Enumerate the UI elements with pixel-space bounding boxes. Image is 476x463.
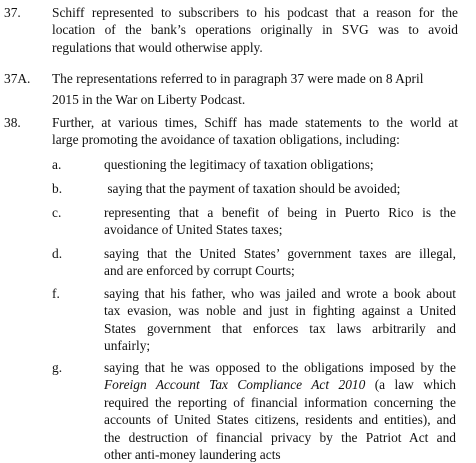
text-line: required the reporting of financial information concerning the [104,394,456,410]
text-line: avoidance of United States taxes; [104,222,283,238]
text-line: the destruction of financial privacy by the Patriot Act and [104,429,456,445]
text-line: The representations referred to in paragraph 37 were made on 8 April [52,71,424,86]
paragraph-text [52,4,458,56]
text-line: saying that the United States’ government taxes are illegal, [104,246,456,261]
paragraph-number: 37. [4,5,21,20]
paragraph-number: 37A. [4,71,31,86]
text-line: questioning the legitimacy of taxation obligations; [104,157,374,172]
paragraph-text [52,114,458,149]
text-line: and are enforced by corrupt Courts; [104,263,295,279]
text-line: tax evasion, was noble and just in fighting against a United [104,303,456,319]
text-line: location of the bank’s operations originally in SVG was to avoid [52,22,458,38]
subitem-text [104,156,456,173]
text-line: representing that a benefit of being in Puerto Rico is the [104,205,456,220]
subitem-letter: b. [52,181,63,196]
text-line: Schiff represented to subscribers to his podcast that a reason for the [52,5,458,20]
subitem-text [104,245,456,280]
subitem-letter: a. [52,157,62,172]
text-line: saying that he was opposed to the obligations imposed by the [104,360,456,375]
subitem-letter: g. [52,360,63,375]
text-line: large promoting the avoidance of taxation obligations, including: [52,132,400,148]
paragraph-number: 38. [4,115,21,130]
subitem-letter: f. [52,286,60,301]
subitem-letter: c. [52,205,62,220]
text-fragment: (a law which [365,377,456,393]
subitem-text [104,204,456,239]
paragraph-text [52,70,458,109]
text-line: other anti-money laundering acts [104,447,281,463]
text-line: Further, at various times, Schiff has made statements to the world at [52,115,458,130]
subitem-text [104,359,456,463]
text-line: saying that the payment of taxation should be avoided; [104,181,401,196]
text-line: States government that enforces tax laws arbitrarily and [104,320,456,336]
text-line: accounts of United States citizens, residents and entities), and [104,412,456,428]
text-line: regulations that would otherwise apply. [52,39,263,55]
text-line [104,376,456,393]
subitem-text [104,285,456,355]
subitem-text [104,180,456,197]
text-line: 2015 in the War on Liberty Podcast. [52,92,246,108]
text-line: unfairly; [104,338,151,354]
text-line: saying that his father, who was jailed and wrote a book about [104,286,456,301]
act-title: Foreign Account Tax Compliance Act 2010 [104,377,366,393]
subitem-letter: d. [52,246,63,261]
